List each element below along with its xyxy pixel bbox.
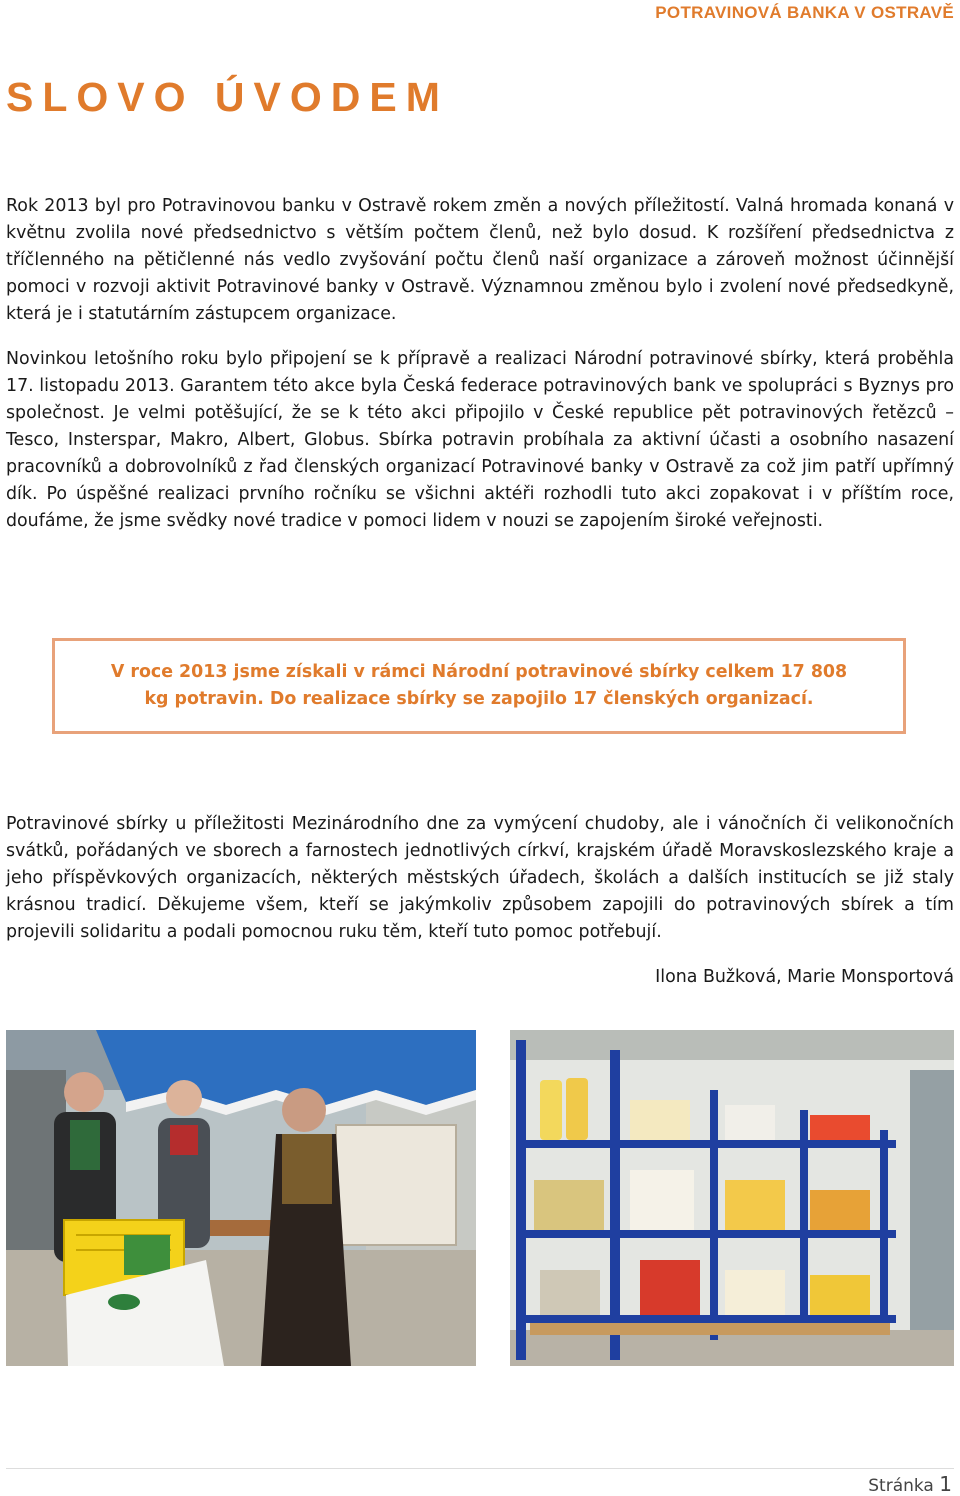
intro-paragraph-1: Rok 2013 byl pro Potravinovou banku v Ostravě rokem změn a nových příležitostí. Valná hromada konaná v květnu zvolila nové předsednictvo s větším počtem členů, než bylo dosud. K rozšíření předsednictva z tříčlenného na pětičlenné nás vedlo zvyšování počtu členů naší organizace a zároveň možnost účinnější pomoci v rozvoji aktivit Potravinové banky v Ostravě. Významnou změnou bylo i zvolení nové předsedkyně, která je i statutárním zástupcem organizace. <box>6 196 954 324</box>
highlight-box <box>52 638 906 734</box>
photo-collection-stand <box>6 1030 476 1366</box>
photo-warehouse-shelves <box>510 1030 954 1366</box>
page-title: SLOVO ÚVODEM <box>6 74 449 120</box>
page-number: 1 <box>939 1472 952 1496</box>
signature: Ilona Bužková, Marie Monsportová <box>655 967 954 987</box>
highlight-text: V roce 2013 jsme získali v rámci Národní potravinové sbírky celkem 17 808 kg potravin. Do realizace sbírky se zapojilo 17 členských organizací. <box>110 662 848 709</box>
footer-divider <box>6 1468 954 1469</box>
intro-paragraph-2: Novinkou letošního roku bylo připojení se k přípravě a realizaci Národní potravinové sbírky, která proběhla 17. listopadu 2013. Garantem této akce byla Česká federace potravinových bank ve spolupráci s Byznys pro společnost. Je velmi potěšující, že se k této akci připojilo v České republice pět potravinových řetězců – Tesco, Insterspar, Makro, Albert, Globus. Sbírka potravin probíhala za aktivní účasti a osobního nasazení pracovníků a dobrovolníků z řad členských organizací Potravinové banky v Ostravě za což jim patří upřímný dík. Po úspěšné realizaci prvního ročníku se všichni aktéři rozhodli tuto akci zopakovat i v příštím roce, doufáme, že jsme svědky nové tradice v pomoci lidem v nouzi se zapojením široké veřejnosti. <box>6 349 954 531</box>
running-header-title: POTRAVINOVÁ BANKA V OSTRAVĚ <box>655 3 954 22</box>
intro-paragraph-3: Potravinové sbírky u příležitosti Mezinárodního dne za vymýcení chudoby, ale i vánočních či velikonočních svátků, pořádaných ve sborech a farnostech jednotlivých církví, krajském úřadě Moravskoslezského kraje a jeho příspěvkových organizacích, některých městských úřadech, školách a dalších institucích se již staly krásnou tradicí. Děkujeme všem, kteří se jakýmkoliv způsobem zapojili do potravinových sbírek a tím projevili solidaritu a podali pomocnou ruku těm, kteří tuto pomoc potřebují. <box>6 814 954 942</box>
page-label: Stránka <box>868 1476 934 1496</box>
page-footer <box>868 1472 952 1496</box>
